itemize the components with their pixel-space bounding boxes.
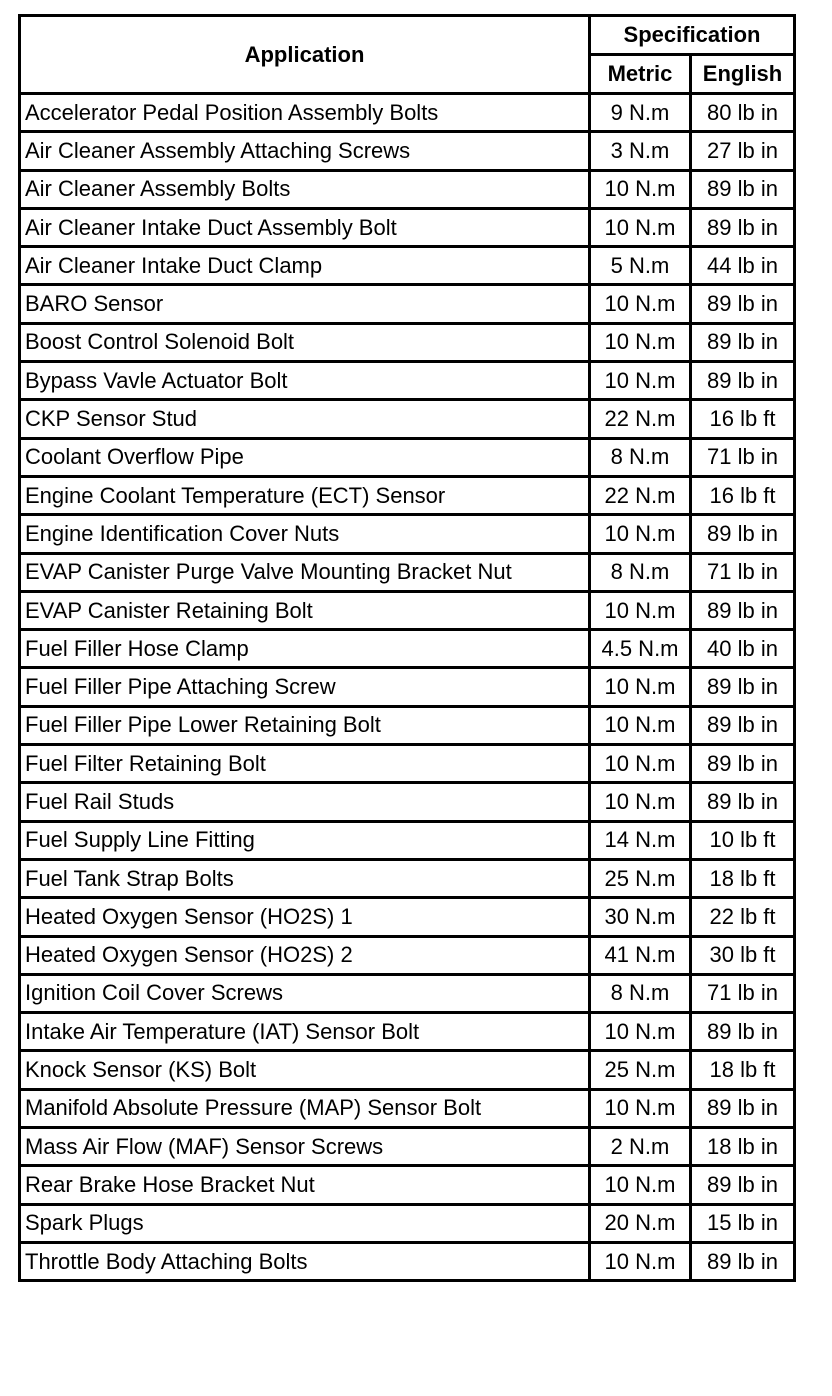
metric-cell: 10 N.m bbox=[590, 668, 691, 706]
metric-cell: 5 N.m bbox=[590, 247, 691, 285]
english-cell: 16 lb ft bbox=[691, 476, 795, 514]
application-cell: Air Cleaner Assembly Bolts bbox=[20, 170, 590, 208]
english-cell: 71 lb in bbox=[691, 438, 795, 476]
table-row bbox=[20, 1013, 795, 1051]
application-cell: Coolant Overflow Pipe bbox=[20, 438, 590, 476]
application-cell: Ignition Coil Cover Screws bbox=[20, 974, 590, 1012]
table-row bbox=[20, 553, 795, 591]
table-row bbox=[20, 1166, 795, 1204]
english-cell: 80 lb in bbox=[691, 94, 795, 132]
english-cell: 16 lb ft bbox=[691, 400, 795, 438]
english-cell: 18 lb ft bbox=[691, 859, 795, 897]
metric-cell: 10 N.m bbox=[590, 591, 691, 629]
table-row bbox=[20, 668, 795, 706]
english-cell: 15 lb in bbox=[691, 1204, 795, 1242]
metric-cell: 20 N.m bbox=[590, 1204, 691, 1242]
english-cell: 89 lb in bbox=[691, 668, 795, 706]
english-cell: 89 lb in bbox=[691, 1013, 795, 1051]
table-row bbox=[20, 285, 795, 323]
application-cell: Boost Control Solenoid Bolt bbox=[20, 323, 590, 361]
table-row bbox=[20, 247, 795, 285]
metric-cell: 10 N.m bbox=[590, 208, 691, 246]
english-cell: 89 lb in bbox=[691, 591, 795, 629]
application-cell: Bypass Vavle Actuator Bolt bbox=[20, 362, 590, 400]
application-cell: Heated Oxygen Sensor (HO2S) 2 bbox=[20, 936, 590, 974]
english-cell: 89 lb in bbox=[691, 515, 795, 553]
metric-cell: 3 N.m bbox=[590, 132, 691, 170]
application-cell: Fuel Rail Studs bbox=[20, 783, 590, 821]
english-cell: 71 lb in bbox=[691, 974, 795, 1012]
table-body bbox=[20, 94, 795, 1281]
table-row bbox=[20, 1204, 795, 1242]
table-row bbox=[20, 591, 795, 629]
metric-cell: 10 N.m bbox=[590, 783, 691, 821]
metric-cell: 10 N.m bbox=[590, 1089, 691, 1127]
application-cell: Fuel Filter Retaining Bolt bbox=[20, 745, 590, 783]
metric-cell: 8 N.m bbox=[590, 974, 691, 1012]
application-cell: Air Cleaner Assembly Attaching Screws bbox=[20, 132, 590, 170]
header-row-top bbox=[20, 16, 795, 55]
table-row bbox=[20, 936, 795, 974]
metric-cell: 10 N.m bbox=[590, 285, 691, 323]
english-cell: 89 lb in bbox=[691, 362, 795, 400]
application-cell: Manifold Absolute Pressure (MAP) Sensor Bolt bbox=[20, 1089, 590, 1127]
table-row bbox=[20, 170, 795, 208]
metric-cell: 22 N.m bbox=[590, 476, 691, 514]
english-cell: 89 lb in bbox=[691, 285, 795, 323]
application-cell: Fuel Supply Line Fitting bbox=[20, 821, 590, 859]
table-row bbox=[20, 898, 795, 936]
application-cell: CKP Sensor Stud bbox=[20, 400, 590, 438]
metric-cell: 8 N.m bbox=[590, 553, 691, 591]
english-cell: 22 lb ft bbox=[691, 898, 795, 936]
english-cell: 40 lb in bbox=[691, 630, 795, 668]
english-cell: 18 lb ft bbox=[691, 1051, 795, 1089]
english-cell: 89 lb in bbox=[691, 1166, 795, 1204]
english-cell: 89 lb in bbox=[691, 783, 795, 821]
application-cell: Intake Air Temperature (IAT) Sensor Bolt bbox=[20, 1013, 590, 1051]
table-row bbox=[20, 515, 795, 553]
table-row bbox=[20, 94, 795, 132]
application-cell: Fuel Filler Hose Clamp bbox=[20, 630, 590, 668]
application-cell: EVAP Canister Purge Valve Mounting Bracket Nut bbox=[20, 553, 590, 591]
english-cell: 10 lb ft bbox=[691, 821, 795, 859]
table-row bbox=[20, 859, 795, 897]
application-cell: Mass Air Flow (MAF) Sensor Screws bbox=[20, 1128, 590, 1166]
metric-cell: 10 N.m bbox=[590, 706, 691, 744]
torque-spec-table bbox=[18, 14, 796, 1282]
application-cell: Fuel Tank Strap Bolts bbox=[20, 859, 590, 897]
application-cell: EVAP Canister Retaining Bolt bbox=[20, 591, 590, 629]
metric-cell: 22 N.m bbox=[590, 400, 691, 438]
table-row bbox=[20, 1128, 795, 1166]
table-header bbox=[20, 16, 795, 94]
table-row bbox=[20, 1089, 795, 1127]
metric-cell: 8 N.m bbox=[590, 438, 691, 476]
table-row bbox=[20, 323, 795, 361]
metric-cell: 9 N.m bbox=[590, 94, 691, 132]
table-row bbox=[20, 132, 795, 170]
english-cell: 89 lb in bbox=[691, 170, 795, 208]
metric-cell: 10 N.m bbox=[590, 745, 691, 783]
english-cell: 89 lb in bbox=[691, 745, 795, 783]
english-cell: 89 lb in bbox=[691, 706, 795, 744]
english-cell: 27 lb in bbox=[691, 132, 795, 170]
metric-cell: 30 N.m bbox=[590, 898, 691, 936]
application-cell: Engine Identification Cover Nuts bbox=[20, 515, 590, 553]
metric-cell: 14 N.m bbox=[590, 821, 691, 859]
table-row bbox=[20, 476, 795, 514]
english-cell: 89 lb in bbox=[691, 1242, 795, 1280]
application-cell: Heated Oxygen Sensor (HO2S) 1 bbox=[20, 898, 590, 936]
english-cell: 44 lb in bbox=[691, 247, 795, 285]
application-cell: BARO Sensor bbox=[20, 285, 590, 323]
english-cell: 89 lb in bbox=[691, 208, 795, 246]
table-row bbox=[20, 400, 795, 438]
application-cell: Fuel Filler Pipe Attaching Screw bbox=[20, 668, 590, 706]
english-cell: 89 lb in bbox=[691, 1089, 795, 1127]
application-cell: Spark Plugs bbox=[20, 1204, 590, 1242]
metric-header: Metric bbox=[590, 55, 691, 94]
application-cell: Air Cleaner Intake Duct Clamp bbox=[20, 247, 590, 285]
table-row bbox=[20, 706, 795, 744]
table-row bbox=[20, 1051, 795, 1089]
metric-cell: 10 N.m bbox=[590, 1242, 691, 1280]
metric-cell: 10 N.m bbox=[590, 1166, 691, 1204]
metric-cell: 25 N.m bbox=[590, 1051, 691, 1089]
table-row bbox=[20, 745, 795, 783]
metric-cell: 10 N.m bbox=[590, 170, 691, 208]
english-cell: 18 lb in bbox=[691, 1128, 795, 1166]
table-row bbox=[20, 438, 795, 476]
english-cell: 30 lb ft bbox=[691, 936, 795, 974]
application-cell: Engine Coolant Temperature (ECT) Sensor bbox=[20, 476, 590, 514]
metric-cell: 10 N.m bbox=[590, 323, 691, 361]
application-cell: Fuel Filler Pipe Lower Retaining Bolt bbox=[20, 706, 590, 744]
metric-cell: 10 N.m bbox=[590, 1013, 691, 1051]
application-cell: Knock Sensor (KS) Bolt bbox=[20, 1051, 590, 1089]
table-row bbox=[20, 208, 795, 246]
application-cell: Air Cleaner Intake Duct Assembly Bolt bbox=[20, 208, 590, 246]
table-row bbox=[20, 1242, 795, 1280]
table-row bbox=[20, 362, 795, 400]
table-row bbox=[20, 974, 795, 1012]
application-cell: Accelerator Pedal Position Assembly Bolts bbox=[20, 94, 590, 132]
specification-header: Specification bbox=[590, 16, 795, 55]
metric-cell: 10 N.m bbox=[590, 362, 691, 400]
metric-cell: 10 N.m bbox=[590, 515, 691, 553]
metric-cell: 25 N.m bbox=[590, 859, 691, 897]
application-cell: Throttle Body Attaching Bolts bbox=[20, 1242, 590, 1280]
table-row bbox=[20, 821, 795, 859]
metric-cell: 41 N.m bbox=[590, 936, 691, 974]
metric-cell: 4.5 N.m bbox=[590, 630, 691, 668]
application-cell: Rear Brake Hose Bracket Nut bbox=[20, 1166, 590, 1204]
table-row bbox=[20, 630, 795, 668]
application-header: Application bbox=[20, 16, 590, 94]
english-header: English bbox=[691, 55, 795, 94]
table-row bbox=[20, 783, 795, 821]
english-cell: 71 lb in bbox=[691, 553, 795, 591]
english-cell: 89 lb in bbox=[691, 323, 795, 361]
metric-cell: 2 N.m bbox=[590, 1128, 691, 1166]
